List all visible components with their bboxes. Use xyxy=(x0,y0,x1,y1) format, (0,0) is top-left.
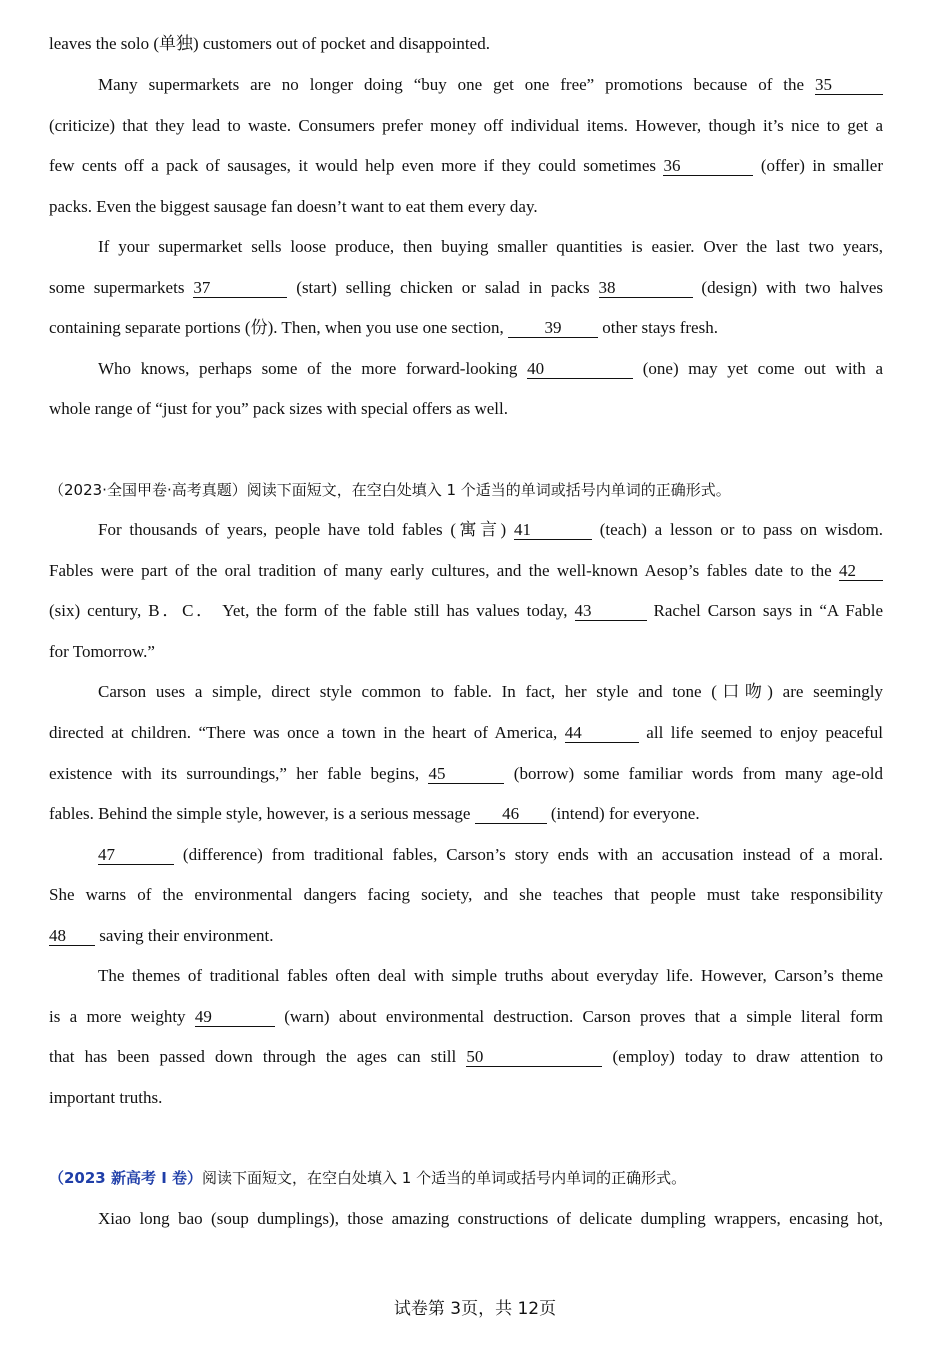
text-line: directed at children. “There was once a town in the heart of America, 44 all life seemed to enjoy peaceful xyxy=(49,723,884,742)
blank-41[interactable]: 41 xyxy=(514,521,592,540)
blank-49[interactable]: 49 xyxy=(195,1008,275,1027)
text-line: Xiao long bao (soup dumplings), those amazing constructions of delicate dumpling wrappers, encasing hot, xyxy=(98,1209,883,1228)
text-line: (six) century, B．C． Yet, the form of the fable still has values today, 43 Rachel Carson says in “A Fable xyxy=(49,601,884,620)
section-source-label: （2023 新高考 I 卷） xyxy=(49,1169,202,1187)
section-header: （2023·全国甲卷·高考真题）阅读下面短文，在空白处填入 1 个适当的单词或括号内单词的正确形式。 xyxy=(49,481,731,499)
text-line: some supermarkets 37 (start) selling chicken or salad in packs 38 (design) with two halves xyxy=(49,278,884,297)
section-header: （2023 新高考 I 卷）阅读下面短文，在空白处填入 1 个适当的单词或括号内单词的正确形式。 xyxy=(49,1169,687,1187)
text-line: important truths. xyxy=(49,1088,163,1107)
text-line: For thousands of years, people have told fables (寓言) 41 (teach) a lesson or to pass on wisdom. xyxy=(98,520,884,539)
blank-36[interactable]: 36 xyxy=(663,157,753,176)
text-line: (criticize) that they lead to waste. Consumers prefer money off individual items. However, though it’s nice to get a xyxy=(49,116,883,135)
text-line: If your supermarket sells loose produce, then buying smaller quantities is easier. Over the last two years, xyxy=(98,237,883,256)
text-line: for Tomorrow.” xyxy=(49,642,155,661)
text-line: She warns of the environmental dangers facing society, and she teaches that people must take responsibility xyxy=(49,885,883,904)
blank-43[interactable]: 43 xyxy=(575,602,647,621)
text-line: 47 (difference) from traditional fables, Carson’s story ends with an accusation instead of a moral. xyxy=(98,845,883,864)
blank-46[interactable]: 46 xyxy=(475,805,547,824)
text-line: Carson uses a simple, direct style common to fable. In fact, her style and tone (口吻) are seemingly xyxy=(98,682,883,701)
text-line: Many supermarkets are no longer doing “buy one get one free” promotions because of the 35 xyxy=(98,74,883,96)
blank-39[interactable]: 39 xyxy=(508,319,598,338)
text-line: The themes of traditional fables often deal with simple truths about everyday life. However, Carson’s theme xyxy=(98,966,883,985)
text-line: fables. Behind the simple style, however, is a serious message 46 (intend) for everyone. xyxy=(49,804,700,823)
text-line: whole range of “just for you” pack sizes with special offers as well. xyxy=(49,399,509,418)
text-line: that has been passed down through the ages can still 50 (employ) today to draw attention to xyxy=(49,1047,884,1066)
text-line: few cents off a pack of sausages, it would help even more if they could sometimes 36 (offer) in smaller xyxy=(49,156,884,175)
blank-40[interactable]: 40 xyxy=(527,360,633,379)
blank-50[interactable]: 50 xyxy=(466,1048,602,1067)
text-line: existence with its surroundings,” her fable begins, 45 (borrow) some familiar words from many age-old xyxy=(49,764,883,783)
blank-37[interactable]: 37 xyxy=(193,279,287,298)
text-line: 48 saving their environment. xyxy=(49,926,274,945)
page-footer: 试卷第 3页，共 12页 xyxy=(393,1299,557,1319)
text-line: packs. Even the biggest sausage fan doesn’t want to eat them every day. xyxy=(49,197,538,216)
text-line: leaves the solo (单独) customers out of pocket and disappointed. xyxy=(49,34,490,53)
blank-38[interactable]: 38 xyxy=(599,279,693,298)
text-line: is a more weighty 49 (warn) about environmental destruction. Carson proves that a simple literal form xyxy=(49,1007,884,1026)
text-line: containing separate portions (份). Then, when you use one section, 39 other stays fresh. xyxy=(49,318,718,337)
blank-47[interactable]: 47 xyxy=(98,846,174,865)
text-line: Who knows, perhaps some of the more forward-looking 40 (one) may yet come out with a xyxy=(98,359,884,378)
blank-42[interactable]: 42 xyxy=(839,562,883,581)
blank-45[interactable]: 45 xyxy=(428,765,504,784)
text-line: Fables were part of the oral tradition of many early cultures, and the well-known Aesop’s fables date to the 42 xyxy=(49,560,883,582)
blank-44[interactable]: 44 xyxy=(565,724,639,743)
blank-48[interactable]: 48 xyxy=(49,927,95,946)
blank-35[interactable]: 35 xyxy=(815,76,883,95)
